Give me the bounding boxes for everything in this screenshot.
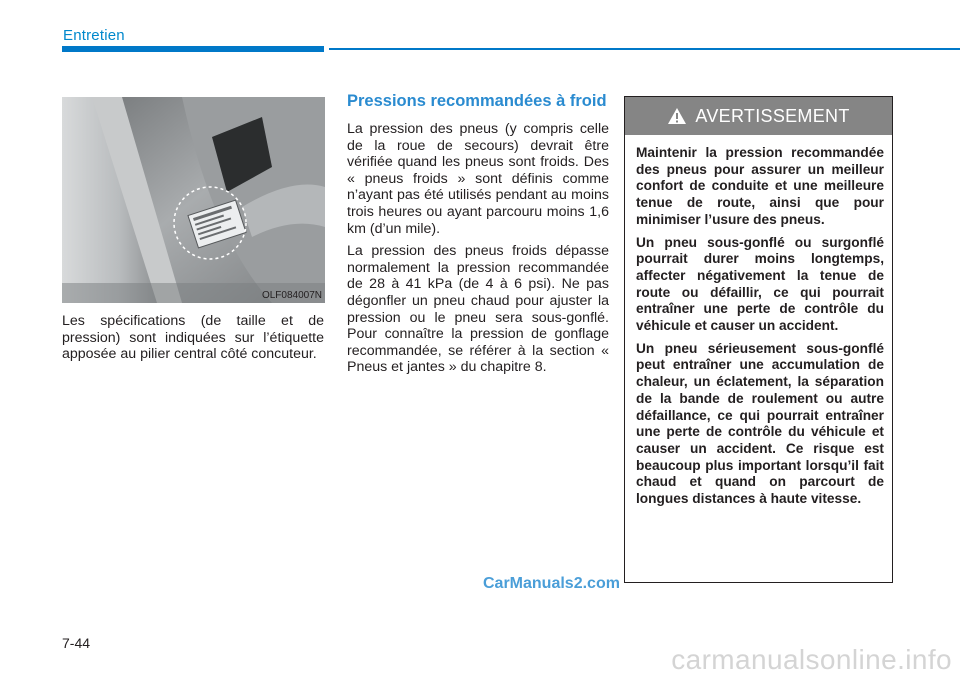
page-number: 7-44	[62, 635, 91, 651]
door-pillar-photo	[62, 97, 325, 303]
label-location-paragraph: Les spécifications (de taille et de pression) sont indiquées sur l’étiquette apposée au pilier central côté concuteur.	[62, 313, 324, 363]
left-column	[62, 313, 324, 363]
warning-body	[625, 135, 892, 508]
warning-title: AVERTISSEMENT	[695, 105, 850, 126]
warning-header	[625, 97, 892, 135]
header-rule	[329, 48, 960, 50]
body-paragraph: La pression des pneus froids dépasse normalement la pression recommandée de 28 à 41 kPa (de 4 à 6 psi). Ne pas dégonfler un pneu chaud pour ajuster la pression ou le pneu sera sous-gonflé. Pour connaître la pression de gonflage recommandée, se référer à la section « Pneus et jantes » du chapitre 8.	[347, 243, 609, 376]
warning-triangle-icon	[667, 107, 687, 125]
section-title: Entretien	[63, 27, 125, 44]
body-paragraph: La pression des pneus (y compris celle de la roue de secours) devrait être vérifiée quand les pneus sont froids. Des « pneus froids » sont définis comme n’ayant pas été utilisés pendant au moins trois heures ou ayant parcouru moins 1,6 km (d’un mile).	[347, 121, 609, 237]
section-heading: Pressions recommandées à froid	[347, 92, 607, 110]
warning-paragraph: Un pneu sous-gonflé ou surgonflé pourrait durer moins longtemps, affecter négativement la tenue de route ou défaillir, ce qui pourrait entraîner une perte de contrôle du véhicule et causer un accident.	[636, 234, 884, 334]
warning-box	[624, 96, 893, 583]
figure-code: OLF084007N	[261, 290, 322, 301]
watermark-link[interactable]: CarManuals2.com	[483, 575, 620, 592]
warning-paragraph: Maintenir la pression recommandée des pneus pour assurer un meilleur confort de conduite et une meilleure tenue de route, ainsi que pour minimiser l’usure des pneus.	[636, 145, 884, 227]
warning-paragraph: Un pneu sérieusement sous-gonflé peut entraîner une accumulation de chaleur, un éclatement, la séparation de la bande de roulement ou autre défaillance, ce qui pourrait entraîner une perte de contrôle du véhicule et causer un accident. Ce risque est beaucoup plus important lorsqu’il fait chaud et quand on parcourt de longues distances à haute vitesse.	[636, 340, 884, 507]
header-bar	[62, 46, 324, 52]
footer-watermark: carmanualsonline.info	[671, 644, 952, 675]
middle-column	[347, 93, 609, 382]
door-pillar-illustration	[62, 97, 325, 303]
